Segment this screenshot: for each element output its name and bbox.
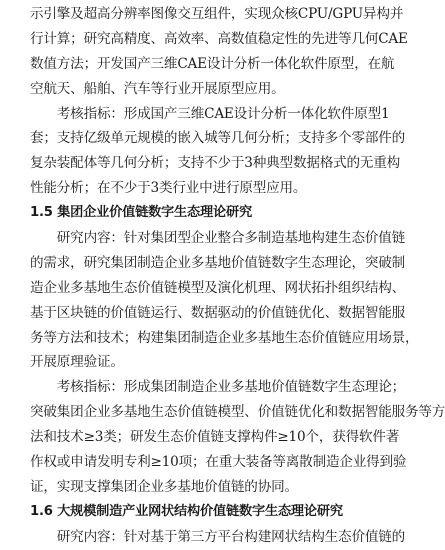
body-text-line: 考核指标：形成国产三维CAE设计分析一体化软件原型1 bbox=[30, 105, 390, 122]
body-text-line: 务等方法和技术；构建集团制造企业多基地生态价值链应用场景， bbox=[30, 329, 419, 346]
body-text-line: 性能分析；在不少于3类行业中进行原型应用。 bbox=[30, 180, 307, 197]
section-heading: 1.6 大规模制造产业网状结构价值链数字生态理论研究 bbox=[30, 503, 343, 519]
section-heading: 1.5 集团企业价值链数字生态理论研究 bbox=[30, 205, 252, 221]
body-text-line: 基于区块链的价值链运行、数据驱动的价值链优化、数据智能服 bbox=[30, 304, 406, 321]
body-text-line: 作权或申请发明专利≥10项；在重大装备等离散制造企业得到验 bbox=[30, 454, 407, 471]
body-text-line: 的需求，研究集团制造企业多基地价值链数字生态理论，突破制 bbox=[30, 254, 406, 271]
body-text-line: 证，实现支撑集团企业多基地价值链的协同。 bbox=[30, 478, 298, 495]
body-text-line: 复杂装配体等几何分析；支持不少于3种典型数据格式的无重构 bbox=[30, 155, 401, 172]
body-text-line: 示引擎及超高分辨率图像交互组件，实现众核CPU/GPU异构并 bbox=[30, 6, 404, 22]
body-text-line: 套；支持亿级单元规模的嵌入城等几何分析；支持多个零部件的 bbox=[30, 130, 406, 147]
body-text-line: 考核指标：形成集团制造企业多基地价值链数字生态理论； bbox=[30, 379, 406, 396]
body-text-line: 空航天、船舶、汽车等行业开展原型应用。 bbox=[30, 80, 285, 97]
body-text-line: 研究内容：针对集团型企业整合多制造基地构建生态价值链 bbox=[30, 230, 406, 247]
body-text-line: 开展原理验证。 bbox=[30, 354, 124, 371]
body-text-line: 数值方法；开发国产三维CAE设计分析一体化软件原型，在航 bbox=[30, 55, 395, 72]
body-text-line: 研究内容：针对基于第三方平台构建网状结构生态价值链的 bbox=[30, 528, 406, 545]
body-text-line: 行计算；研究高精度、高效率、高数值稳定性的先进等几何CAE bbox=[30, 30, 408, 47]
body-text-line: 突破集团企业多基地生态价值链模型、价值链优化和数据智能服务等方 bbox=[30, 404, 445, 421]
body-text-line: 法和技术≥3类；研发生态价值链支撑构件≥10个，获得软件著 bbox=[30, 429, 400, 446]
body-text-line: 造企业多基地生态价值链模型及演化机理、网状拓扑组织结构、 bbox=[30, 279, 406, 296]
